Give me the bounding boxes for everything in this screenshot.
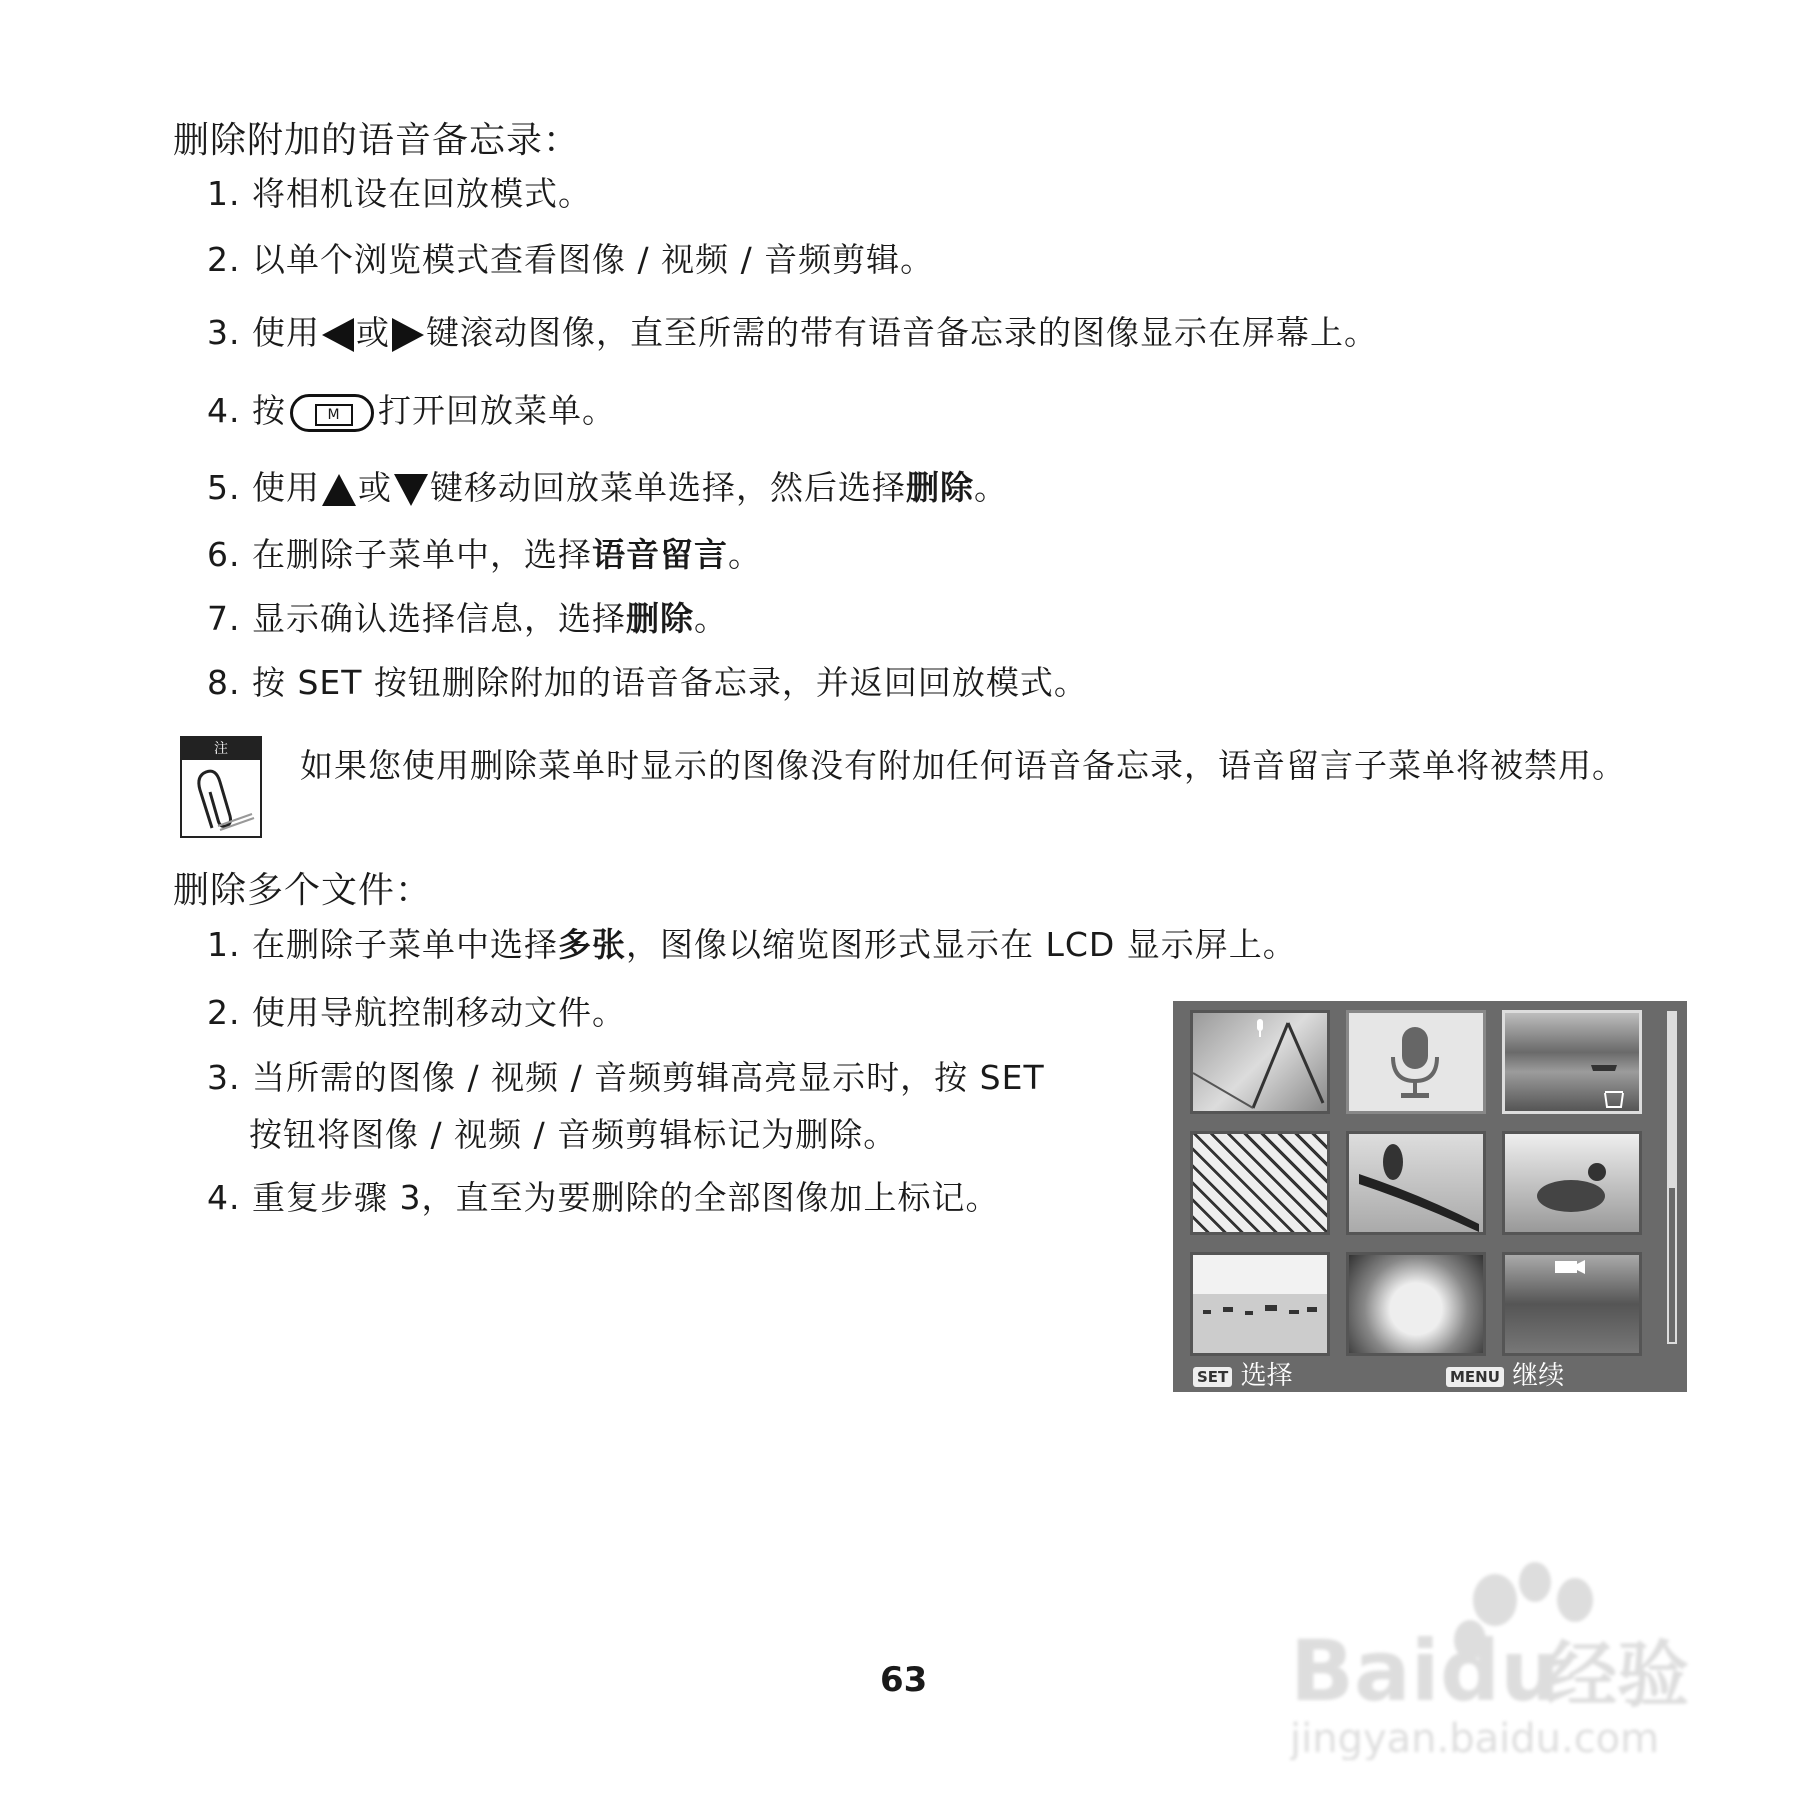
step-multi-1-text-b: ，图像以缩览图形式显示在 LCD 显示屏上。 — [625, 925, 1297, 964]
step-5-bold: 删除 — [905, 468, 974, 507]
note-text: 如果您使用删除菜单时显示的图像没有附加任何语音备忘录，语音留言子菜单将被禁用。 — [300, 746, 1626, 785]
svg-text:jingyan.baidu.com: jingyan.baidu.com — [1290, 1716, 1660, 1760]
step-4-text-a: 4. 按 — [207, 391, 286, 430]
step-1: 1. 将相机设在回放模式。 — [207, 174, 592, 213]
trash-icon — [1505, 1013, 1639, 1111]
step-3-text-b: 或 — [355, 313, 390, 352]
step-6-text-b: 。 — [727, 535, 762, 574]
step-5-text-b: 或 — [357, 468, 392, 507]
step-multi-3 — [207, 1052, 1045, 1156]
thumbnail-4[interactable] — [1190, 1131, 1330, 1235]
step-multi-4: 4. 重复步骤 3，直至为要删除的全部图像加上标记。 — [207, 1178, 1000, 1217]
note-paperclip-icon — [180, 736, 262, 838]
down-arrow-icon — [394, 474, 428, 506]
menu-key-icon: MENU — [1446, 1367, 1504, 1387]
thumbnail-9-video[interactable] — [1502, 1252, 1642, 1356]
menu-hint-label: 继续 — [1512, 1361, 1565, 1391]
thumbnail-7[interactable] — [1190, 1252, 1330, 1356]
section-heading-voice-memo: 删除附加的语音备忘录： — [173, 120, 581, 161]
step-3-text-a: 3. 使用 — [207, 313, 320, 352]
thumbnail-2-audio[interactable] — [1346, 1010, 1486, 1114]
right-arrow-icon — [392, 318, 424, 352]
step-7 — [207, 593, 728, 640]
step-3-text-c: 键滚动图像，直至所需的带有语音备忘录的图像显示在屏幕上。 — [425, 313, 1378, 352]
step-7-text-b: 。 — [693, 599, 728, 638]
step-2: 2. 以单个浏览模式查看图像 / 视频 / 音频剪辑。 — [207, 240, 935, 279]
step-multi-3-line-2: 按钮将图像 / 视频 / 音频剪辑标记为删除。 — [249, 1115, 898, 1154]
scrollbar[interactable] — [1667, 1011, 1677, 1344]
lcd-thumbnail-screen — [1173, 1001, 1687, 1392]
scrollbar-thumb[interactable] — [1669, 1013, 1675, 1188]
step-multi-1 — [207, 919, 1297, 966]
step-6-text-a: 6. 在删除子菜单中，选择 — [207, 535, 592, 574]
menu-hint — [1446, 1355, 1564, 1392]
thumbnail-1[interactable] — [1190, 1010, 1330, 1114]
up-arrow-icon — [322, 474, 356, 506]
step-5 — [207, 462, 1008, 509]
step-multi-1-bold: 多张 — [557, 925, 626, 964]
thumbnail-6[interactable] — [1502, 1131, 1642, 1235]
step-3 — [207, 307, 1378, 354]
step-4 — [207, 385, 616, 432]
baidu-watermark-logo — [1290, 1560, 1730, 1760]
step-4-text-b: 打开回放菜单。 — [377, 391, 616, 430]
thumbnail-8[interactable] — [1346, 1252, 1486, 1356]
step-5-text-a: 5. 使用 — [207, 468, 320, 507]
page-number: 63 — [880, 1660, 928, 1700]
step-5-text-c: 键移动回放菜单选择，然后选择 — [429, 468, 906, 507]
set-key-icon: SET — [1193, 1367, 1232, 1387]
video-icon — [1505, 1255, 1639, 1353]
step-5-text-d: 。 — [973, 468, 1008, 507]
thumbnail-3[interactable] — [1502, 1010, 1642, 1114]
menu-button-icon — [290, 394, 374, 432]
step-6 — [207, 529, 762, 576]
thumbnail-5[interactable] — [1346, 1131, 1486, 1235]
set-hint-label: 选择 — [1240, 1361, 1293, 1391]
step-multi-2: 2. 使用导航控制移动文件。 — [207, 993, 626, 1032]
step-multi-3-line-1: 3. 当所需的图像 / 视频 / 音频剪辑高亮显示时，按 SET — [207, 1058, 1045, 1097]
compass-icon — [1193, 1013, 1327, 1111]
note-label: 注 — [182, 738, 260, 760]
set-hint — [1193, 1355, 1293, 1392]
svg-text:Bai: Bai — [1290, 1622, 1440, 1720]
menu-button-label: M — [315, 404, 353, 426]
section-heading-delete-multiple: 删除多个文件： — [173, 870, 433, 911]
svg-text:du: du — [1440, 1622, 1560, 1720]
step-7-bold: 删除 — [625, 599, 694, 638]
paperclip-icon — [182, 760, 260, 836]
step-7-text-a: 7. 显示确认选择信息，选择 — [207, 599, 626, 638]
svg-text:经验: 经验 — [1545, 1633, 1690, 1717]
step-6-bold: 语音留言 — [591, 535, 728, 574]
microphone-icon — [1349, 1013, 1483, 1111]
step-multi-1-text-a: 1. 在删除子菜单中选择 — [207, 925, 558, 964]
left-arrow-icon — [322, 318, 354, 352]
step-8: 8. 按 SET 按钮删除附加的语音备忘录，并返回回放模式。 — [207, 663, 1088, 702]
